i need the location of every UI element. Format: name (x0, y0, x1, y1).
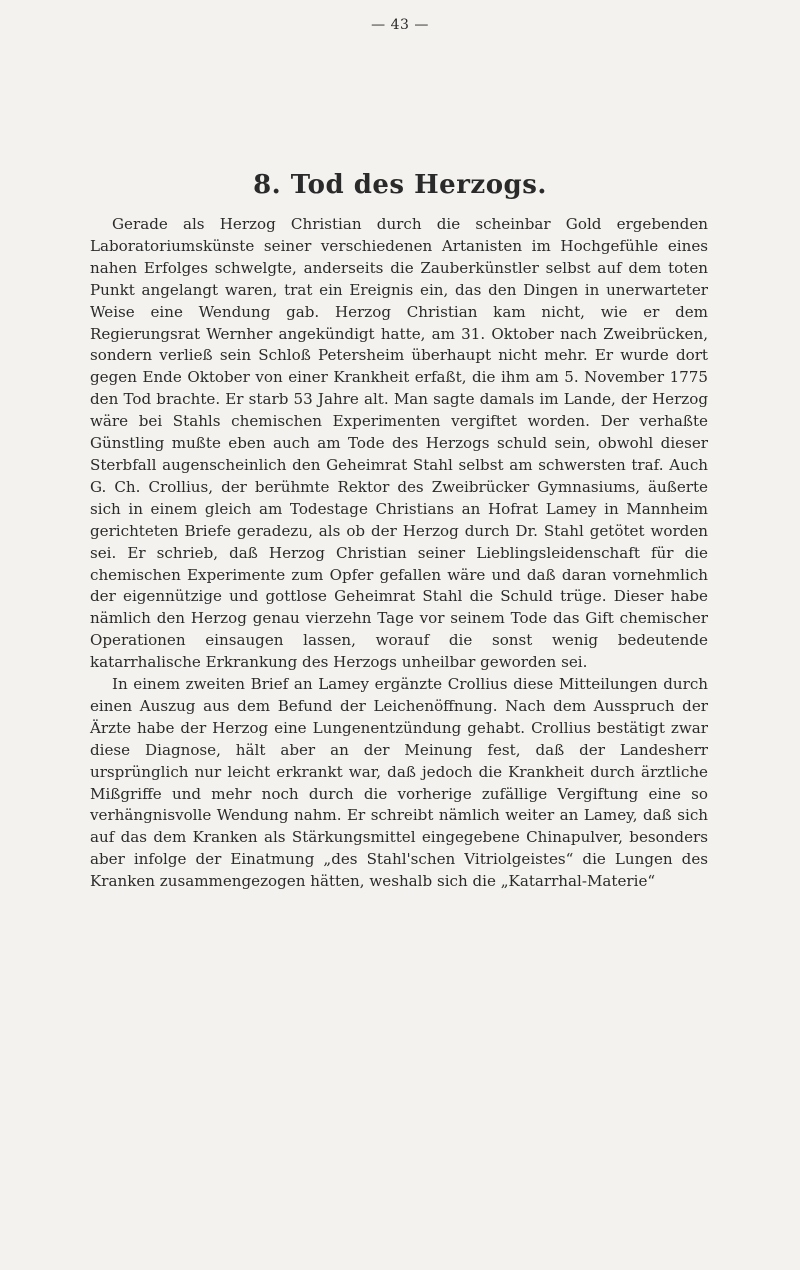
paragraph: Gerade als Herzog Christian durch die scheinbar Gold ergebenden Laboratoriumskünste seiner verschiedenen Artanisten im Hochgefühle eines nahen Erfolges schwelgte, anderseits die Zauberkünstler selbst auf dem toten Punkt angelangt waren, trat ein Ereignis ein, das den Dingen in unerwarteter Weise eine Wendung gab. Herzog Christian kam nicht, wie er dem Regierungsrat Wernher angekündigt hatte, am 31. Oktober nach Zweibrücken, sondern verließ sein Schloß Petersheim überhaupt nicht mehr. Er wurde dort gegen Ende Oktober von einer Krankheit erfaßt, die ihm am 5. November 1775 den Tod brachte. Er starb 53 Jahre alt. Man sagte damals im Lande, der Herzog wäre bei Stahls chemischen Experimenten vergiftet worden. Der verhaßte Günstling mußte eben auch am Tode des Herzogs schuld sein, obwohl dieser Sterbfall augenscheinlich den Geheimrat Stahl selbst am schwersten traf. Auch G. Ch. Crollius, der berühmte Rektor des Zweibrücker Gymnasiums, äußerte sich in einem gleich am Todestage Christians an Hofrat Lamey in Mannheim gerichteten Briefe geradezu, als ob der Herzog durch Dr. Stahl getötet worden sei. Er schrieb, daß Herzog Christian seiner Lieblingsleidenschaft für die chemischen Experimente zum Opfer gefallen wäre und daß daran vornehmlich der eigennützige und gottlose Geheimrat Stahl die Schuld trüge. Dieser habe nämlich den Herzog genau vierzehn Tage vor seinem Tode das Gift chemischer Operationen einsaugen lassen, worauf die sonst wenig bedeutende katarrhalische Erkrankung des Herzogs unheilbar geworden sei. (90, 215, 708, 672)
page-number: — 43 — (371, 17, 429, 33)
paragraph: In einem zweiten Brief an Lamey ergänzte Crollius diese Mitteilungen durch einen Auszug aus dem Befund der Leichenöffnung. Nach dem Ausspruch der Ärzte habe der Herzog eine Lungenentzündung gehabt. Crollius bestätigt zwar diese Diagnose, hält aber an der Meinung fest, daß der Landesherr ursprünglich nur leicht erkrankt war, daß jedoch die Krankheit durch ärztliche Mißgriffe und mehr noch durch die vorherige zufällige Vergiftung eine so verhängnisvolle Wendung nahm. Er schreibt nämlich weiter an Lamey, daß sich auf das dem Kranken als Stärkungsmittel eingegebene Chinapulver, besonders aber infolge der Einatmung „des Stahl'schen Vitriolgeistes“ die Lungen des Kranken zusammengezogen hätten, weshalb sich die „Katarrhal-Materie“ (90, 675, 708, 891)
body-text (90, 214, 708, 893)
chapter-title: 8. Tod des Herzogs. (253, 170, 547, 200)
